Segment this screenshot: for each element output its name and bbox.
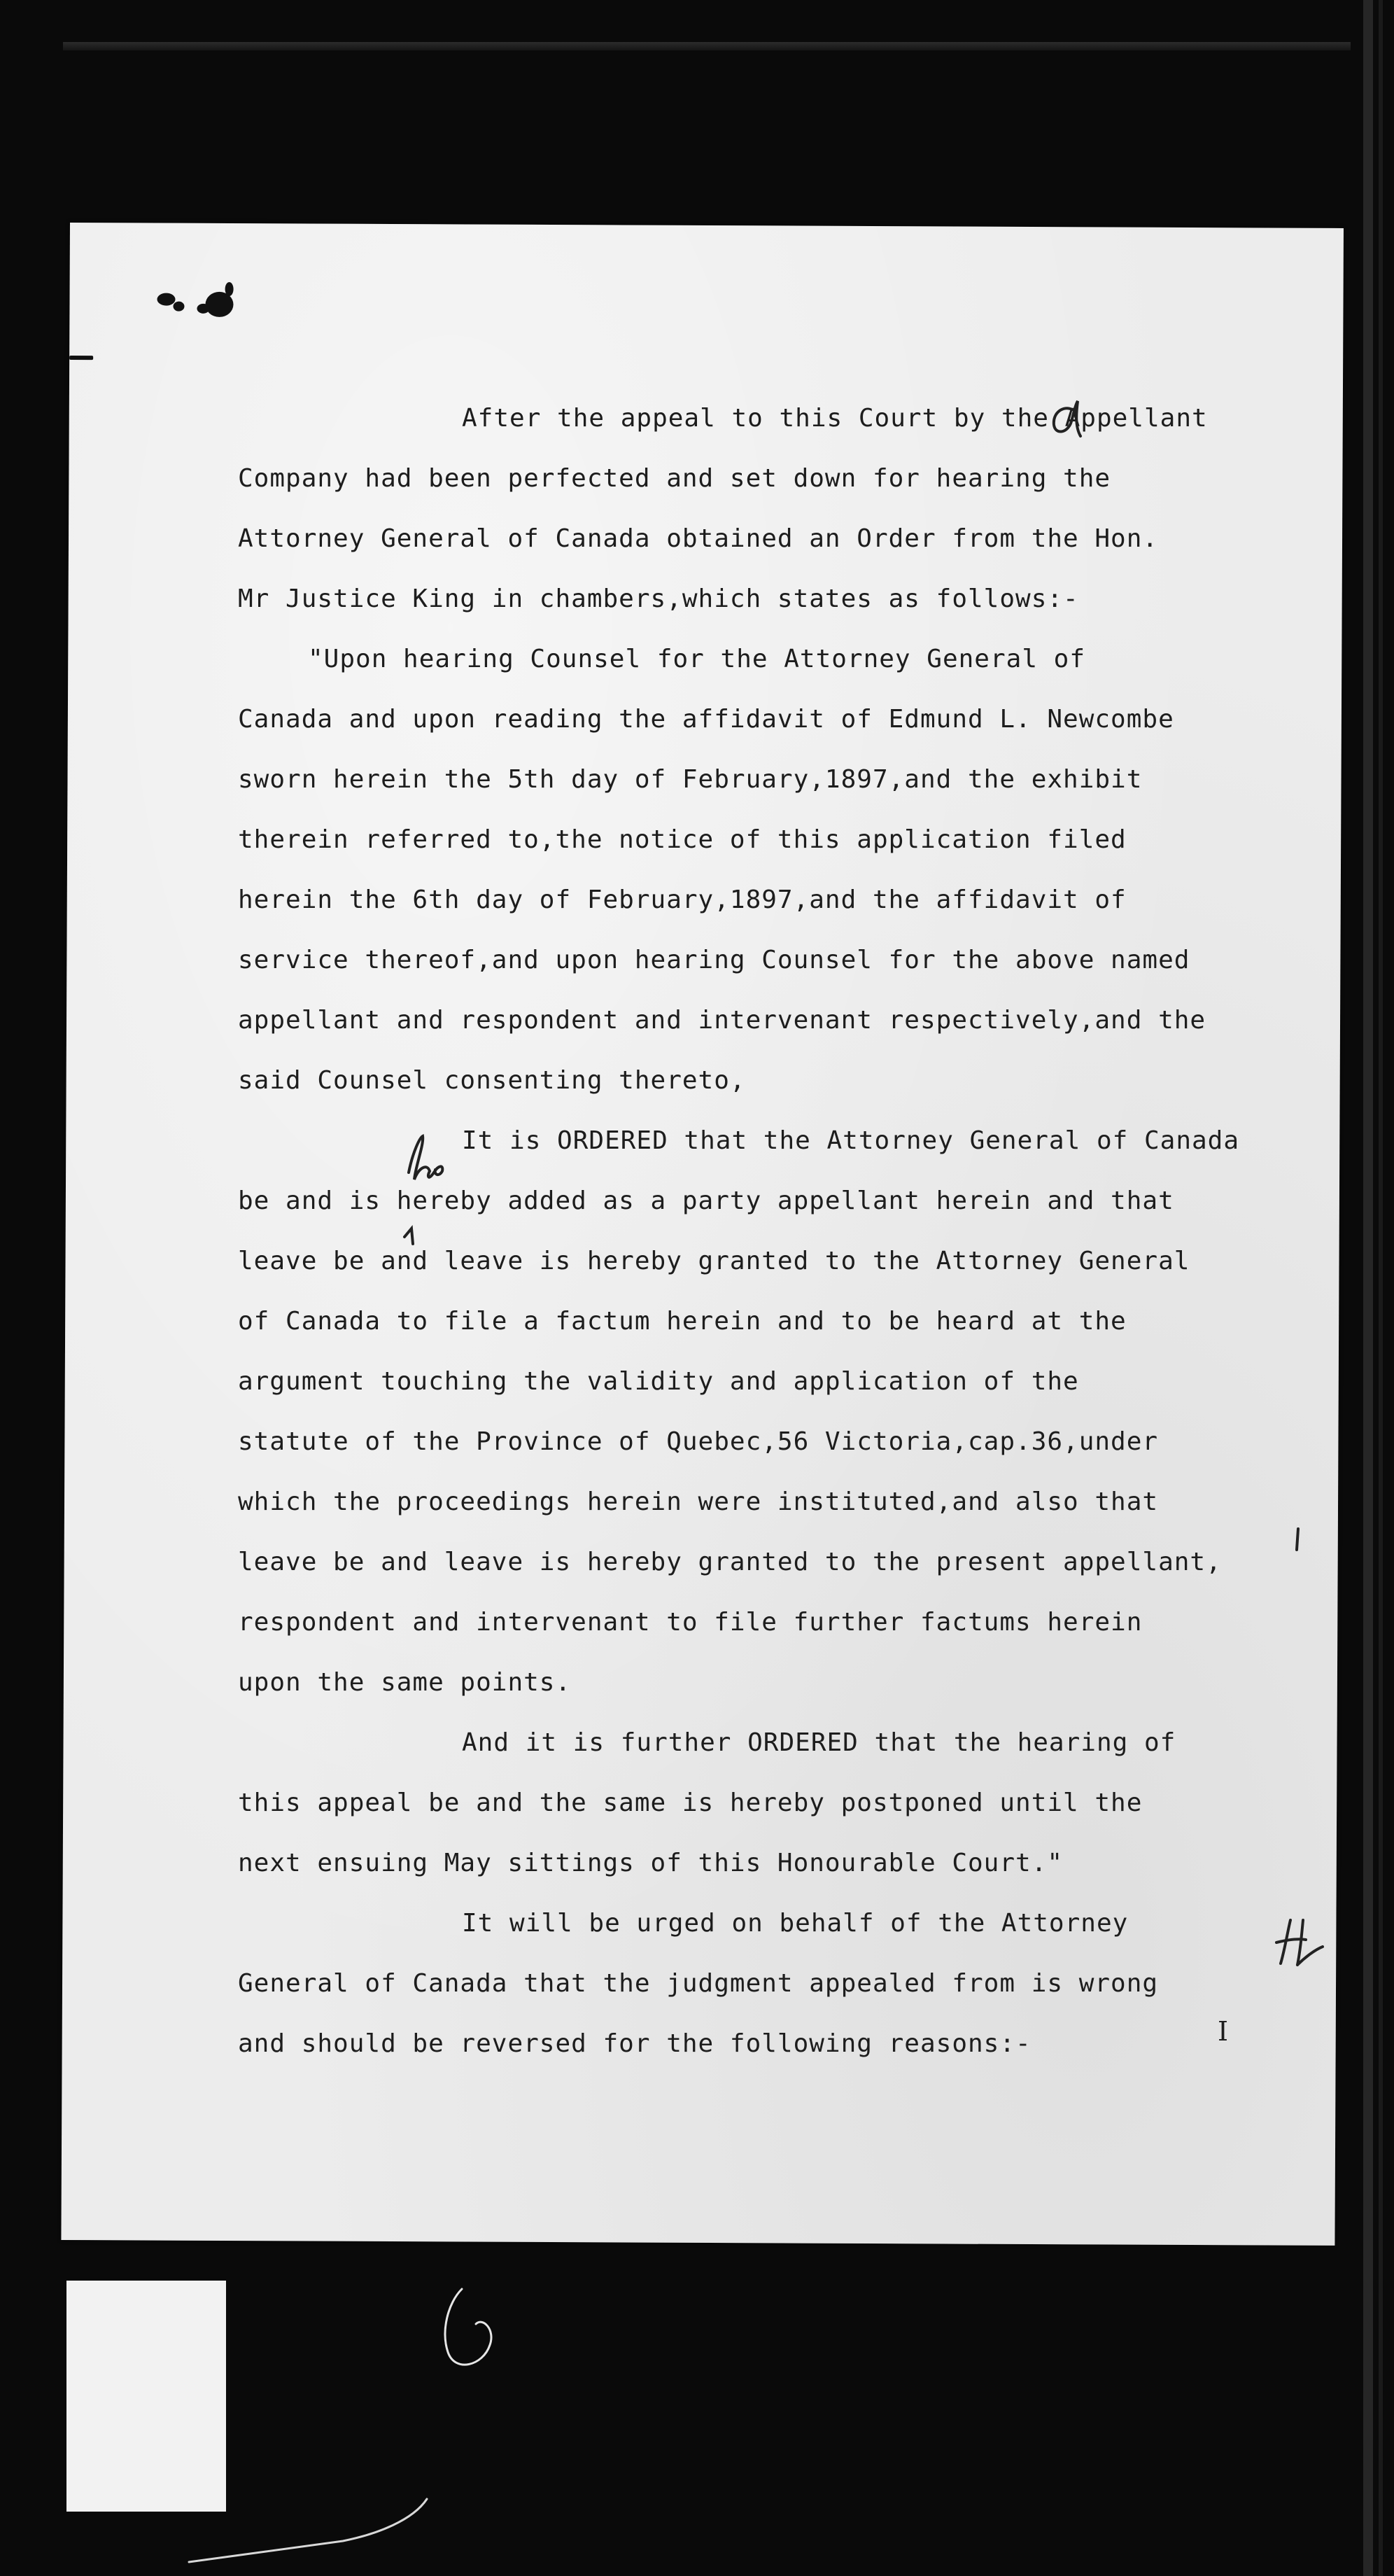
text-line: sworn herein the 5th day of February,1897,and the exhibit — [238, 765, 1143, 794]
text-line: of Canada to file a factum herein and to be heard at the — [238, 1307, 1127, 1336]
text-line: Mr Justice King in chambers,which states as follows:- — [238, 584, 1079, 613]
text-line: this appeal be and the same is hereby postponed until the — [238, 1788, 1143, 1817]
text-line: Attorney General of Canada obtained an Order from the Hon. — [238, 524, 1159, 553]
text-line: General of Canada that the judgment appealed from is wrong — [238, 1969, 1159, 1998]
text-line: said Counsel consenting thereto, — [238, 1066, 746, 1095]
text-line: It will be urged on behalf of the Attorney — [462, 1909, 1129, 1938]
handwritten-initials — [1267, 1914, 1330, 1970]
ink-blot — [69, 356, 93, 360]
text-line: argument touching the validity and application of the — [238, 1367, 1079, 1396]
ink-blot — [157, 293, 175, 306]
pencil-scribble — [420, 2275, 504, 2401]
text-line: It is ORDERED that the Attorney General of Canada — [462, 1126, 1240, 1155]
handwritten-mark — [1291, 1526, 1305, 1554]
microfilm-target-card — [66, 2281, 226, 2512]
text-line: which the proceedings herein were instituted,and also that — [238, 1488, 1159, 1516]
ink-blot — [173, 302, 184, 312]
text-line: And it is further ORDERED that the hearing of — [462, 1728, 1176, 1757]
text-line: respondent and intervenant to file further factums herein — [238, 1608, 1143, 1637]
ink-blot — [197, 304, 209, 314]
text-line: statute of the Province of Quebec,56 Victoria,cap.36,under — [238, 1427, 1159, 1456]
typed-text — [238, 388, 1302, 2074]
text-line: next ensuing May sittings of this Honourable Court." — [238, 1849, 1064, 1877]
text-line: leave be and leave is hereby granted to the Attorney General — [238, 1247, 1190, 1275]
film-edge — [63, 42, 1351, 50]
ink-blot — [225, 282, 234, 296]
text-line: appellant and respondent and intervenant respectively,and the — [238, 1006, 1206, 1035]
film-edge — [1363, 0, 1373, 2576]
text-line: be and is hereby added as a party appellant herein and that — [238, 1186, 1174, 1215]
text-line: service thereof,and upon hearing Counsel for the above named — [238, 946, 1190, 974]
text-line: therein referred to,the notice of this application filed — [238, 825, 1127, 854]
text-line: herein the 6th day of February,1897,and the affidavit of — [238, 886, 1127, 914]
page-number: I — [1218, 2016, 1229, 2047]
handwritten-insertion — [399, 1130, 455, 1250]
text-line: Company had been perfected and set down for hearing the — [238, 464, 1111, 493]
film-edge — [1379, 0, 1383, 2576]
text-line: After the appeal to this Court by the Appellant — [462, 404, 1208, 433]
text-line: "Upon hearing Counsel for the Attorney General of — [308, 645, 1086, 673]
handwritten-correction — [1043, 396, 1092, 444]
text-line: and should be reversed for the following reasons:- — [238, 2029, 1032, 2058]
text-line: upon the same points. — [238, 1668, 572, 1697]
pencil-scribble — [182, 2492, 434, 2569]
text-line: leave be and leave is hereby granted to the present appellant, — [238, 1548, 1222, 1576]
text-line: Canada and upon reading the affidavit of Edmund L. Newcombe — [238, 705, 1174, 734]
